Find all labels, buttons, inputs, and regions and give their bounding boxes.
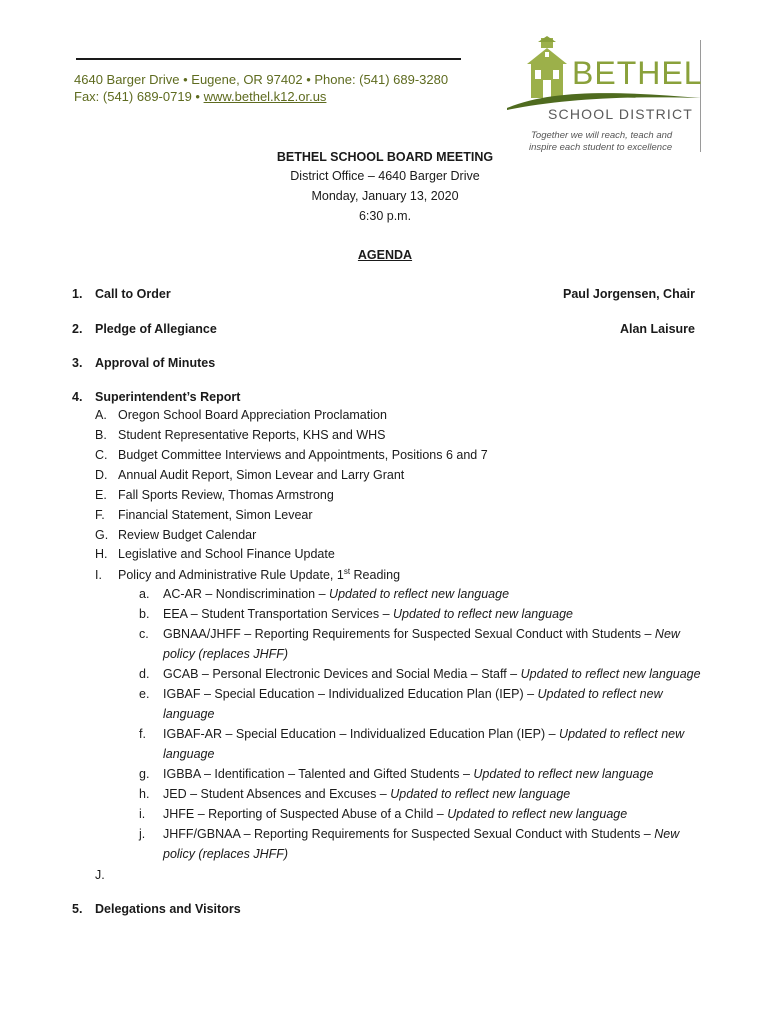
policy-note: Updated to reflect new language	[393, 607, 573, 621]
policy-item	[163, 764, 703, 784]
item-title: Delegations and Visitors	[95, 902, 241, 916]
policy-text: JHFF/GBNAA – Reporting Requirements for Suspected Sexual Conduct with Students –	[163, 827, 655, 841]
logo-subtitle: SCHOOL DISTRICT	[548, 106, 694, 122]
policy-item	[163, 784, 703, 804]
ordinal-suffix: st	[343, 566, 351, 576]
subitem-text: Oregon School Board Appreciation Proclamation	[118, 408, 387, 422]
policy-note: Updated to reflect new language	[447, 807, 628, 821]
policy-note: New policy (replaces JHFF)	[163, 627, 680, 661]
policy-note: Updated to reflect new language	[473, 767, 654, 781]
item-title: Call to Order	[95, 287, 171, 301]
subitem-text	[118, 568, 400, 582]
subitem-text: Financial Statement, Simon Levear	[118, 508, 313, 522]
policy-text: AC-AR – Nondiscrimination –	[163, 587, 330, 601]
subitem-letter: F.	[95, 508, 105, 522]
subitem-text: Fall Sports Review, Thomas Armstrong	[118, 488, 334, 502]
policy-letter: e.	[139, 687, 150, 701]
policy-item	[163, 664, 723, 684]
subitem-letter: D.	[95, 468, 108, 482]
subitem-text: Budget Committee Interviews and Appointments, Positions 6 and 7	[118, 448, 488, 462]
policy-item	[163, 684, 663, 724]
subitem-text-main: Policy and Administrative Rule Update, 1	[118, 568, 344, 582]
meeting-date: Monday, January 13, 2020	[311, 189, 459, 203]
item-number: 5.	[72, 902, 83, 916]
policy-note: Updated to reflect new language	[163, 727, 685, 761]
subitem-text-tail: Reading	[350, 568, 401, 582]
policy-text: IGBAF-AR – Special Education – Individualized Education Plan (IEP) –	[163, 727, 560, 741]
policy-item	[163, 824, 703, 864]
subitem-text: Review Budget Calendar	[118, 528, 257, 542]
policy-letter: i.	[139, 807, 146, 821]
policy-note: Updated to reflect new language	[329, 587, 510, 601]
policy-text: IGBAF – Special Education – Individualized Education Plan (IEP) –	[163, 687, 538, 701]
item-number: 4.	[72, 390, 83, 404]
policy-letter: f.	[139, 727, 146, 741]
address-line: 4640 Barger Drive • Eugene, OR 97402 • Phone: (541) 689-3280	[74, 72, 449, 87]
item-title: Pledge of Allegiance	[95, 322, 217, 336]
policy-letter: h.	[139, 787, 150, 801]
policy-note: Updated to reflect new language	[520, 667, 701, 681]
subitem-letter: E.	[95, 488, 107, 502]
policy-item	[163, 584, 703, 604]
subitem-letter: J.	[95, 868, 105, 882]
subitem-letter: A.	[95, 408, 107, 422]
policy-text: IGBBA – Identification – Talented and Gifted Students –	[163, 767, 474, 781]
fax-text: Fax: (541) 689-0719 •	[74, 89, 204, 104]
policy-item	[163, 724, 688, 764]
header-rule	[76, 58, 461, 60]
policy-letter: a.	[139, 587, 150, 601]
policy-note: Updated to reflect new language	[390, 787, 571, 801]
subitem-letter: H.	[95, 547, 108, 561]
subitem-text: Legislative and School Finance Update	[118, 547, 335, 561]
policy-note: Updated to reflect new language	[163, 687, 663, 721]
policy-item	[163, 804, 703, 824]
item-title: Superintendent’s Report	[95, 390, 241, 404]
item-title: Approval of Minutes	[95, 356, 216, 370]
item-number: 2.	[72, 322, 83, 336]
agenda-heading: AGENDA	[357, 248, 413, 262]
subitem-text: Student Representative Reports, KHS and WHS	[118, 428, 386, 442]
meeting-time: 6:30 p.m.	[358, 209, 412, 223]
subitem-text: Annual Audit Report, Simon Levear and Larry Grant	[118, 468, 405, 482]
policy-letter: j.	[139, 827, 146, 841]
subitem-letter: I.	[95, 568, 102, 582]
policy-text: GCAB – Personal Electronic Devices and Social Media – Staff –	[163, 667, 521, 681]
policy-text: EEA – Student Transportation Services –	[163, 607, 393, 621]
fax-line	[74, 89, 326, 104]
subitem-letter: G.	[95, 528, 109, 542]
meeting-location: District Office – 4640 Barger Drive	[290, 169, 480, 183]
policy-note: New policy (replaces JHFF)	[163, 827, 680, 861]
logo-name: BETHEL	[572, 55, 703, 91]
subitem-letter: C.	[95, 448, 108, 462]
logo-tagline-2: inspire each student to excellence	[529, 142, 673, 153]
item-presenter: Paul Jorgensen, Chair	[563, 287, 695, 301]
policy-text: JHFE – Reporting of Suspected Abuse of a Child –	[163, 807, 448, 821]
website-link[interactable]: www.bethel.k12.or.us	[203, 89, 327, 104]
subitem-letter: B.	[95, 428, 107, 442]
policy-item	[163, 624, 703, 664]
item-presenter: Alan Laisure	[619, 322, 695, 336]
policy-text: GBNAA/JHFF – Reporting Requirements for Suspected Sexual Conduct with Students –	[163, 627, 655, 641]
policy-letter: c.	[139, 627, 149, 641]
policy-text: JED – Student Absences and Excuses –	[163, 787, 391, 801]
policy-letter: g.	[139, 767, 150, 781]
policy-letter: b.	[139, 607, 150, 621]
item-number: 1.	[72, 287, 83, 301]
logo-tagline-1: Together we will reach, teach and	[531, 130, 673, 141]
policy-item	[163, 604, 703, 624]
policy-letter: d.	[139, 667, 150, 681]
meeting-title: BETHEL SCHOOL BOARD MEETING	[276, 150, 494, 164]
item-number: 3.	[72, 356, 83, 370]
